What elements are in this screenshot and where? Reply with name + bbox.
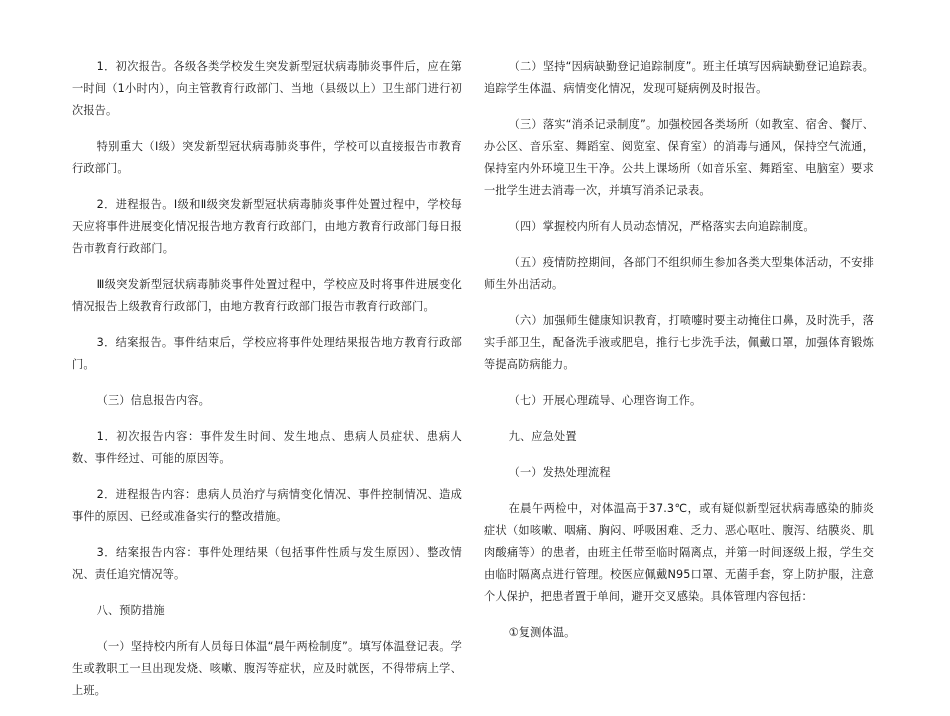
paragraph-personnel-tracking: （四）掌握校内所有人员动态情况，严格落实去向追踪制度。 [508, 220, 815, 233]
section-heading-prevention: 八、预防措施 [96, 604, 165, 617]
paragraph-no-large-events: （五）疫情防控期间，各部门不组织师生参加各类大型集体活动，不安排师生外出活动。 [484, 256, 874, 291]
paragraph-fever-handling: 在晨午两检中，对体温高于37.3℃，或有疑似新型冠状病毒感染的肺炎症状（如咳嗽、咽痛、胸闷、呼吸困难、乏力、恶心呕吐、腹泻、结膜炎、肌肉酸痛等）的患者，由班主任带至临时隔离点，并第一时间逐级上报，学生交由临时隔离点进行管理。校医应佩戴N95口罩、无菌手套，穿上防护服，注意个人保护，把患者置于单间，避开交叉感染。具体管理内容包括： [484, 502, 874, 603]
paragraph-absence-tracking: （二）坚持“因病缺勤登记追踪制度”。班主任填写因病缺勤登记追踪表。追踪学生体温、病情变化情况，发现可疑病例及时报告。 [484, 60, 874, 95]
paragraph-level-one-report: 特别重大（Ⅰ级）突发新型冠状病毒肺炎事件，学校可以直接报告市教育行政部门。 [72, 140, 462, 175]
paragraph-initial-report-content: 1．初次报告内容：事件发生时间、发生地点、患病人员症状、患病人数、事件经过、可能的原因等。 [72, 430, 462, 465]
paragraph-disinfection-record: （三）落实“消杀记录制度”。加强校园各类场所（如教室、宿舍、餐厅、办公区、音乐室、舞蹈室、阅览室、保育室）的消毒与通风，保持空气流通，保持室内外环境卫生干净。公共上课场所（如音乐室、舞蹈室、电脑室）要求一批学生进去消毒一次，并填写消杀记录表。 [484, 118, 874, 197]
paragraph-health-education: （六）加强师生健康知识教育，打喷嚏时要主动掩住口鼻，及时洗手，落实手部卫生，配备洗手液或肥皂，推行七步洗手法，佩戴口罩，加强体育锻炼等提高防病能力。 [484, 314, 874, 371]
left-column [72, 56, 462, 716]
section-heading-emergency: 九、应急处置 [508, 430, 577, 443]
paragraph-level-three-report: Ⅲ级突发新型冠状病毒肺炎事件处置过程中，学校应及时将事件进展变化情况报告上级教育行政部门，由地方教育行政部门报告市教育行政部门。 [72, 278, 462, 313]
paragraph-initial-report: 1．初次报告。各级各类学校发生突发新型冠状病毒肺炎事件后，应在第一时间（1小时内），向主管教育行政部门、当地（县级以上）卫生部门进行初次报告。 [72, 60, 462, 117]
paragraph-psychological-support: （七）开展心理疏导、心理咨询工作。 [508, 394, 702, 407]
paragraph-closing-report: 3．结案报告。事件结束后，学校应将事件处理结果报告地方教育行政部门。 [72, 336, 462, 371]
paragraph-retest-temperature: ①复测体温。 [508, 626, 576, 639]
section-heading-fever-process: （一）发热处理流程 [508, 466, 611, 479]
right-column [484, 56, 874, 658]
paragraph-closing-report-content: 3．结案报告内容：事件处理结果（包括事件性质与发生原因）、整改情况、责任追究情况等。 [72, 546, 462, 581]
section-heading-report-content: （三）信息报告内容。 [96, 394, 211, 407]
paragraph-temperature-check: （一）坚持校内所有人员每日体温“晨午两检制度”。填写体温登记表。学生或教职工一旦出现发烧、咳嗽、腹泻等症状，应及时就医，不得带病上学、上班。 [72, 640, 462, 697]
paragraph-progress-report-content: 2．进程报告内容：患病人员治疗与病情变化情况、事件控制情况、造成事件的原因、已经或准备实行的整改措施。 [72, 488, 462, 523]
paragraph-progress-report: 2．进程报告。Ⅰ级和Ⅱ级突发新型冠状病毒肺炎事件处置过程中，学校每天应将事件进展变化情况报告地方教育行政部门，由地方教育行政部门每日报告市教育行政部门。 [72, 198, 462, 255]
